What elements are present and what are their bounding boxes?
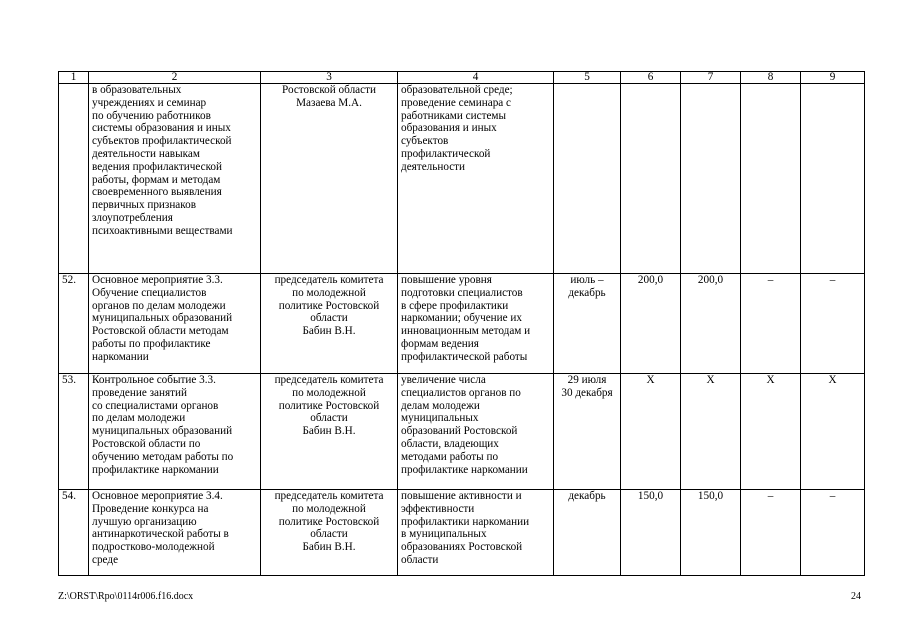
header-cell: 8 <box>741 72 801 84</box>
row-number <box>59 84 89 274</box>
page-number: 24 <box>851 591 861 602</box>
event-cell: Основное мероприятие 3.3. Обучение специалистов органов по делам молодежи муниципальных образований Ростовской области методам работы по профилактике наркомании <box>89 274 261 374</box>
value-cell: X <box>621 374 681 490</box>
value-cell: X <box>681 374 741 490</box>
row-number: 53. <box>59 374 89 490</box>
value-cell: – <box>801 490 865 576</box>
executor-cell: председатель комитета по молодежной политике Ростовской области Бабин В.Н. <box>261 490 398 576</box>
header-cell: 7 <box>681 72 741 84</box>
value-cell <box>681 84 741 274</box>
period-cell: декабрь <box>554 490 621 576</box>
value-cell: – <box>741 274 801 374</box>
result-cell: повышение уровня подготовки специалистов в сфере профилактики наркомании; обучение их инновационным методам и формам ведения профилактической работы <box>398 274 554 374</box>
result-cell: образовательной среде; проведение семинара с работниками системы образования и иных субъектов профилактической деятельности <box>398 84 554 274</box>
event-cell: в образовательных учреждениях и семинар по обучению работников системы образования и иных субъектов профилактической деятельности навыкам ведения профилактической работы, формам и методам своевременного выявления первичных признаков злоупотребления психоактивными веществами <box>89 84 261 274</box>
executor-cell: председатель комитета по молодежной политике Ростовской области Бабин В.Н. <box>261 374 398 490</box>
value-cell: 200,0 <box>621 274 681 374</box>
header-cell: 2 <box>89 72 261 84</box>
header-row <box>59 72 865 84</box>
period-cell <box>554 84 621 274</box>
event-cell: Контрольное событие 3.3. проведение занятий со специалистами органов по делам молодежи муниципальных образований Ростовской области по обучению методам работы по профилактике наркомании <box>89 374 261 490</box>
value-cell: X <box>801 374 865 490</box>
table-row <box>59 274 865 374</box>
value-cell: X <box>741 374 801 490</box>
table-row <box>59 374 865 490</box>
row-number: 54. <box>59 490 89 576</box>
event-cell: Основное мероприятие 3.4. Проведение конкурса на лучшую организацию антинаркотической работы в подростково-молодежной среде <box>89 490 261 576</box>
value-cell <box>741 84 801 274</box>
header-cell: 3 <box>261 72 398 84</box>
value-cell: 200,0 <box>681 274 741 374</box>
header-cell: 4 <box>398 72 554 84</box>
header-cell: 6 <box>621 72 681 84</box>
value-cell: 150,0 <box>681 490 741 576</box>
table-row <box>59 490 865 576</box>
header-cell: 5 <box>554 72 621 84</box>
value-cell <box>621 84 681 274</box>
period-cell: июль – декабрь <box>554 274 621 374</box>
value-cell: – <box>741 490 801 576</box>
footer-file-path: Z:\ORST\Rpo\0114r006.f16.docx <box>58 591 194 602</box>
value-cell <box>801 84 865 274</box>
value-cell: 150,0 <box>621 490 681 576</box>
table-row <box>59 84 865 274</box>
period-cell: 29 июля 30 декабря <box>554 374 621 490</box>
result-cell: повышение активности и эффективности профилактики наркомании в муниципальных образованиях Ростовской области <box>398 490 554 576</box>
row-number: 52. <box>59 274 89 374</box>
value-cell: – <box>801 274 865 374</box>
document-table <box>58 71 865 576</box>
header-cell: 1 <box>59 72 89 84</box>
header-cell: 9 <box>801 72 865 84</box>
executor-cell: Ростовской области Мазаева М.А. <box>261 84 398 274</box>
executor-cell: председатель комитета по молодежной политике Ростовской области Бабин В.Н. <box>261 274 398 374</box>
result-cell: увеличение числа специалистов органов по делам молодежи муниципальных образований Ростовской области, владеющих методами работы по профилактике наркомании <box>398 374 554 490</box>
